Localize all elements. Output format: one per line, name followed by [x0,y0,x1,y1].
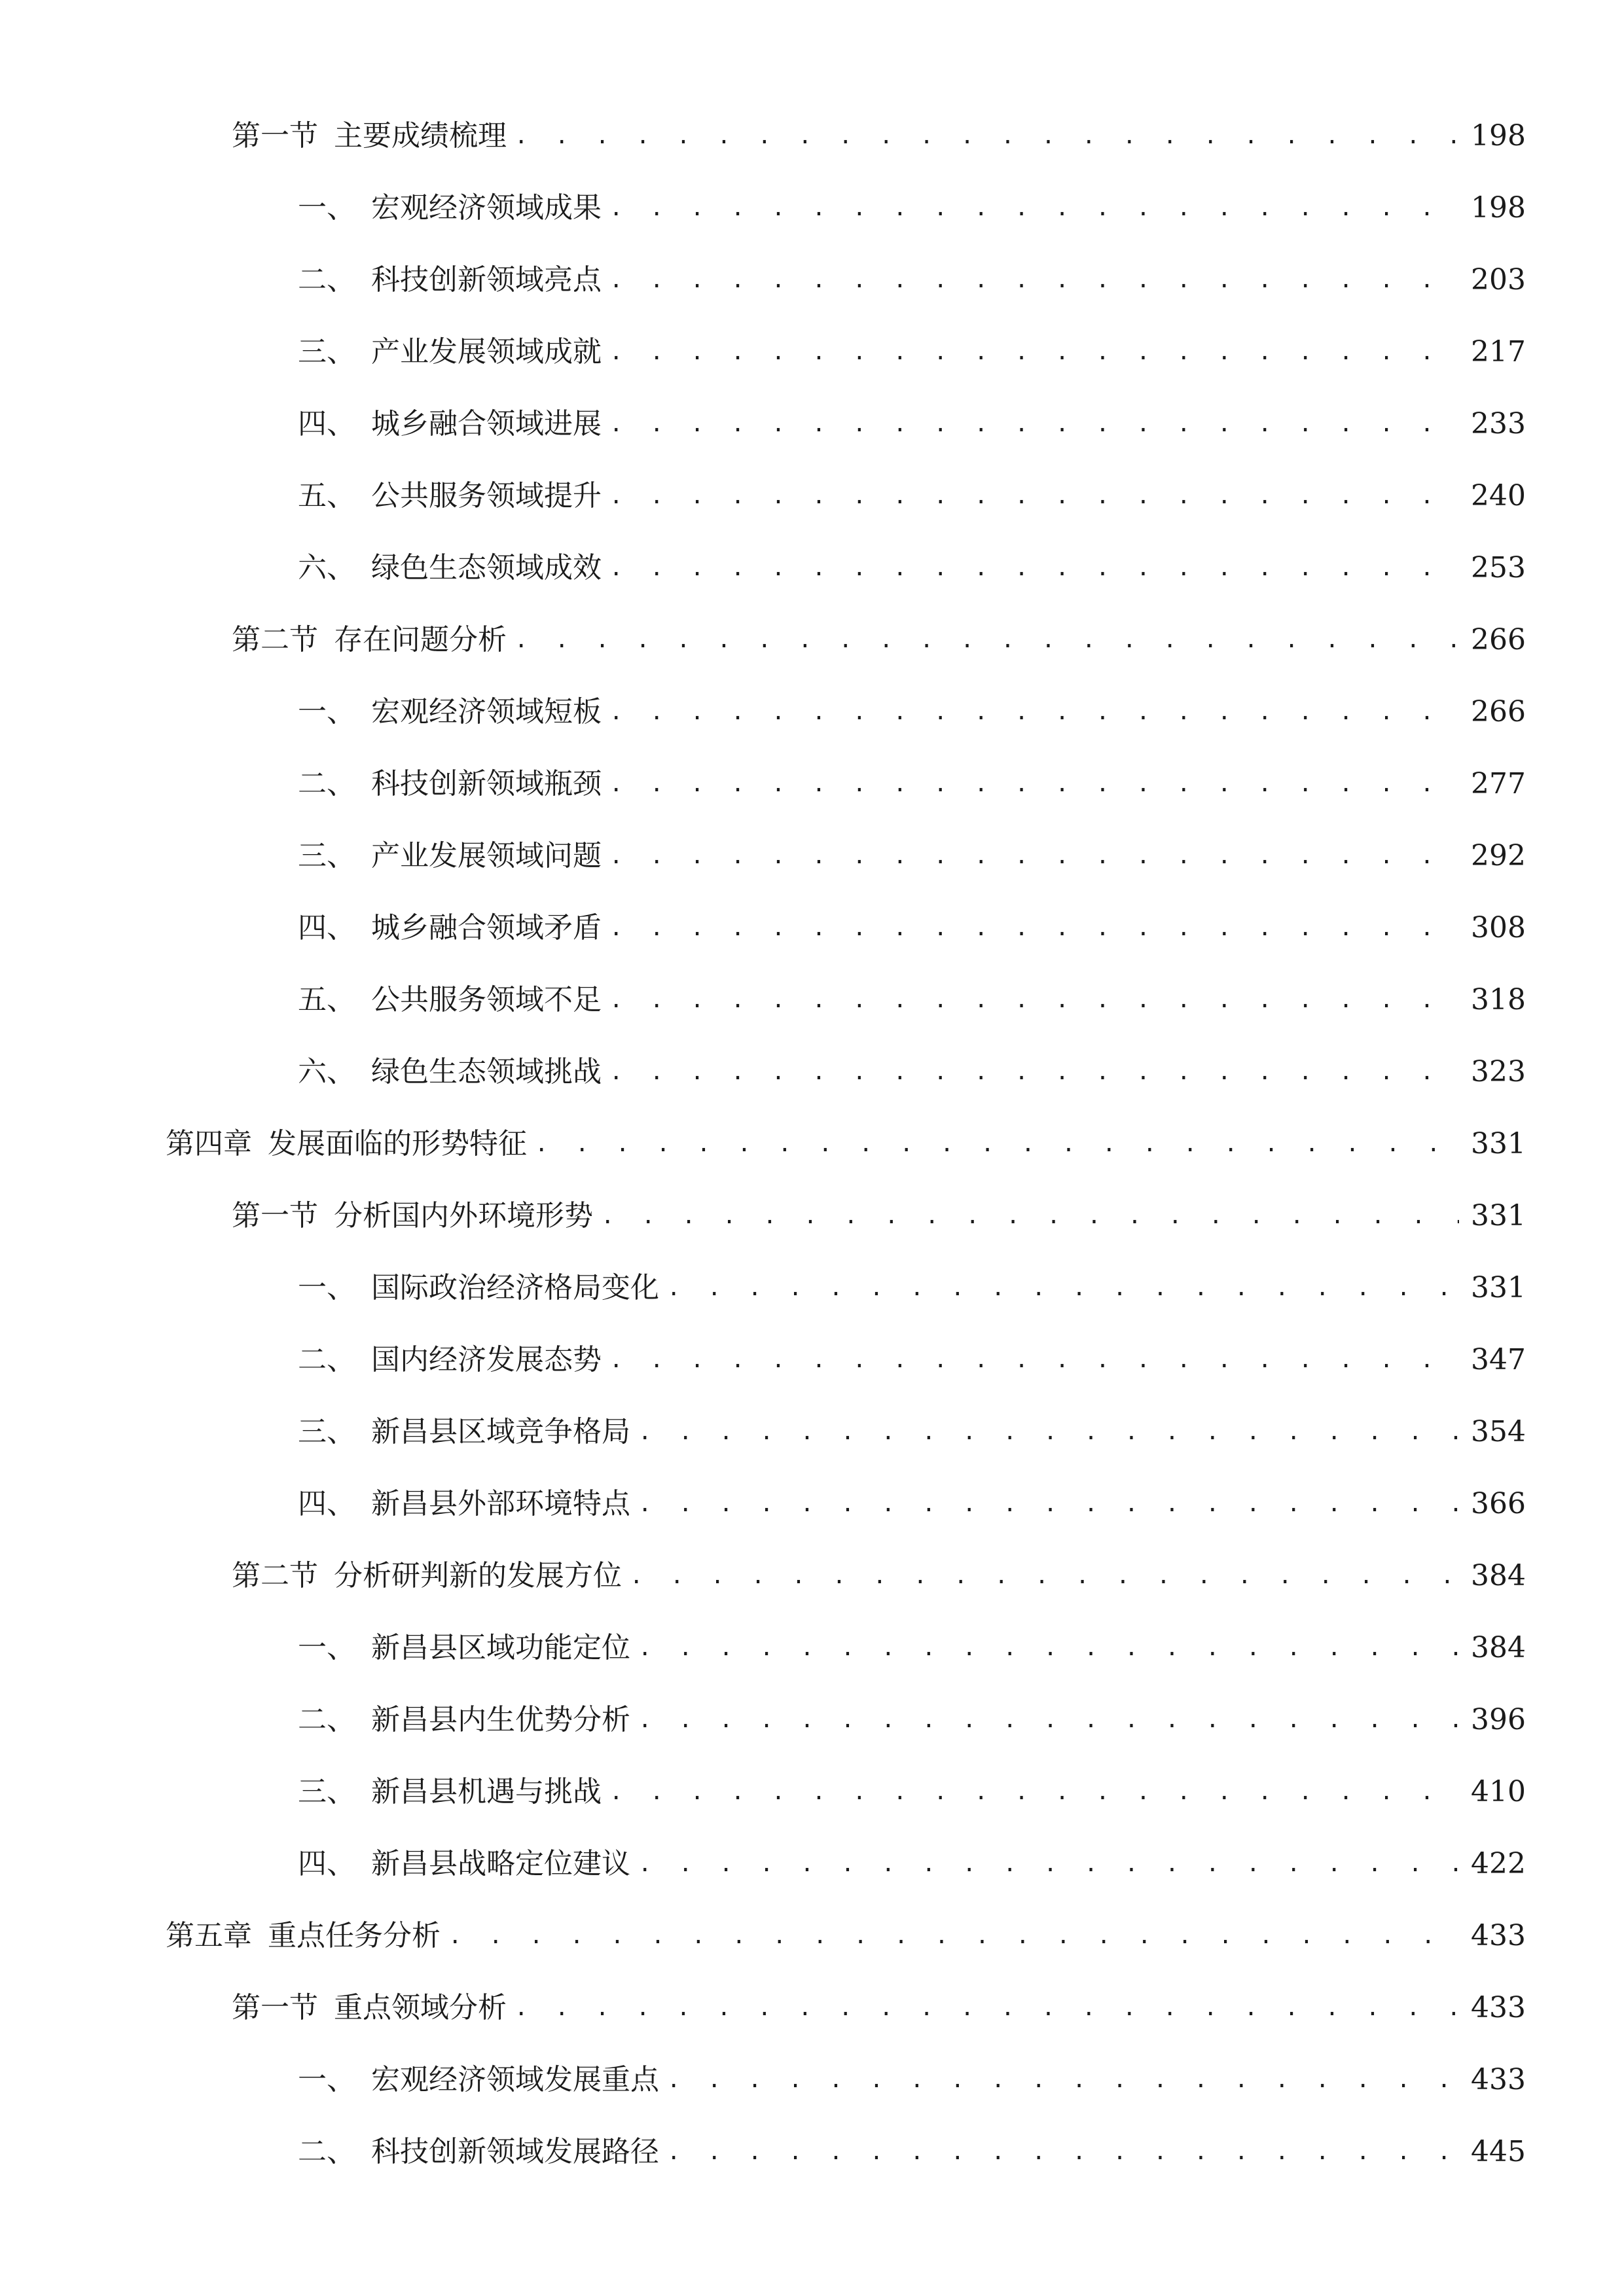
toc-entry-label [298,1628,630,1668]
toc-entry-title: 分析国内外环境形势 [334,1199,593,1232]
toc-entry-number: 二、 [298,263,355,296]
toc-entry-number: 第五章 [166,1919,252,1952]
toc-entry-title: 科技创新领域发展路径 [371,2135,659,2168]
toc-entry-label [298,1700,630,1740]
toc-entry[interactable] [0,1884,1624,1956]
toc-entry-title: 科技创新领域亮点 [371,263,602,296]
toc-entry-number: 六、 [298,551,355,584]
toc-entry-number: 第二节 [232,1559,318,1592]
toc-entry-page: 331 [1471,1199,1526,1232]
dot-leader [609,188,1459,228]
toc-entry-label [298,1412,630,1452]
toc-entry-label [298,980,602,1020]
toc-entry-title: 宏观经济领域发展重点 [371,2063,659,2096]
dot-leader [609,1340,1459,1380]
toc-entry-label [298,2060,659,2100]
toc-entry-number: 四、 [298,1487,355,1520]
toc-entry-title: 新昌县机遇与挑战 [371,1775,602,1808]
toc-entry-number: 一、 [298,1271,355,1304]
toc-entry-number: 四、 [298,1847,355,1880]
toc-entry[interactable] [0,2028,1624,2100]
dot-leader [638,1412,1459,1452]
toc-entry[interactable] [0,588,1624,660]
dot-leader [601,1196,1459,1236]
toc-entry-label [298,1052,602,1092]
toc-entry-number: 第四章 [166,1127,252,1160]
toc-entry-title: 发展面临的形势特征 [268,1127,527,1160]
toc-entry-number: 二、 [298,767,355,800]
toc-entry-number: 六、 [298,1055,355,1088]
toc-entry-label [232,1556,622,1596]
toc-entry-number: 三、 [298,1415,355,1448]
toc-entry-title: 公共服务领域提升 [371,479,602,512]
toc-entry-title: 宏观经济领域短板 [371,695,602,728]
toc-entry[interactable] [0,1380,1624,1452]
toc-entry-title: 重点领域分析 [334,1991,507,2024]
toc-entry-page: 203 [1471,263,1526,296]
toc-entry[interactable] [0,660,1624,732]
toc-entry-title: 新昌县战略定位建议 [371,1847,630,1880]
toc-entry[interactable] [0,1020,1624,1092]
toc-entry-page: 266 [1471,623,1526,656]
toc-entry-title: 产业发展领域问题 [371,839,602,872]
toc-entry[interactable] [0,2100,1624,2172]
toc-entry[interactable] [0,1452,1624,1524]
toc-entry-title: 城乡融合领域矛盾 [371,911,602,944]
toc-entry-page: 422 [1471,1847,1526,1880]
toc-entry-label [232,117,507,156]
toc-entry-number: 一、 [298,2063,355,2096]
dot-leader [609,1772,1459,1812]
dot-leader [638,1484,1459,1524]
toc-entry[interactable] [0,804,1624,876]
toc-entry[interactable] [0,1812,1624,1884]
toc-entry-page: 240 [1471,479,1526,512]
toc-entry-number: 二、 [298,1703,355,1736]
toc-entry-label [232,620,507,660]
toc-entry-title: 城乡融合领域进展 [371,407,602,440]
toc-entry-title: 国内经济发展态势 [371,1343,602,1376]
toc-entry[interactable] [0,228,1624,300]
dot-leader [609,476,1459,516]
toc-entry-number: 二、 [298,1343,355,1376]
toc-entry-label [298,404,602,444]
toc-entry-page: 433 [1471,1919,1526,1952]
dot-leader [609,764,1459,804]
dot-leader [667,1268,1459,1308]
toc-entry[interactable] [0,1236,1624,1308]
toc-entry-page: 410 [1471,1775,1526,1808]
toc-entry[interactable] [0,84,1624,156]
dot-leader [609,980,1459,1020]
toc-entry-number: 四、 [298,407,355,440]
toc-entry-label [298,1772,602,1812]
toc-entry-label [166,1916,441,1956]
toc-entry-title: 公共服务领域不足 [371,983,602,1016]
toc-entry-number: 一、 [298,695,355,728]
dot-leader [609,836,1459,876]
toc-entry-page: 277 [1471,767,1526,800]
toc-entry-number: 第二节 [232,623,318,656]
toc-entry-label [298,908,602,948]
toc-entry[interactable] [0,876,1624,948]
toc-entry-title: 绿色生态领域成效 [371,551,602,584]
toc-entry-label [298,1484,630,1524]
dot-leader [638,1700,1459,1740]
toc-entry[interactable] [0,732,1624,804]
toc-entry-number: 五、 [298,983,355,1016]
toc-entry-page: 331 [1471,1271,1526,1304]
toc-entry-title: 重点任务分析 [268,1919,441,1952]
toc-entry-title: 新昌县区域竞争格局 [371,1415,630,1448]
dot-leader [667,2132,1459,2172]
toc-entry-label [166,1124,527,1164]
toc-entry-page: 198 [1471,119,1526,152]
toc-entry-title: 产业发展领域成就 [371,335,602,368]
toc-entry-title: 分析研判新的发展方位 [334,1559,622,1592]
toc-entry-title: 主要成绩梳理 [334,119,507,152]
toc-entry[interactable] [0,372,1624,444]
toc-entry-number: 第一节 [232,119,318,152]
toc-entry-page: 354 [1471,1415,1526,1448]
toc-entry-label [298,1340,602,1380]
toc-entry-number: 三、 [298,839,355,872]
toc-entry[interactable] [0,444,1624,516]
dot-leader [514,1988,1459,2028]
dot-leader [638,1628,1459,1668]
toc-entry-label [232,1196,593,1236]
toc-entry-label [298,836,602,876]
dot-leader [514,117,1459,156]
toc-entry-title: 新昌县内生优势分析 [371,1703,630,1736]
toc-entry-number: 四、 [298,911,355,944]
toc-entry-label [298,1268,659,1308]
table-of-contents [0,84,1624,2172]
toc-entry-label [298,1844,630,1884]
toc-entry-title: 宏观经济领域成果 [371,191,602,224]
toc-entry-page: 433 [1471,2063,1526,2096]
toc-entry[interactable] [0,1524,1624,1596]
toc-entry[interactable] [0,1596,1624,1668]
toc-entry-label [298,260,602,300]
toc-entry-page: 198 [1471,191,1526,224]
dot-leader [667,2060,1459,2100]
toc-entry[interactable] [0,1092,1624,1164]
toc-entry-title: 新昌县区域功能定位 [371,1631,630,1664]
dot-leader [630,1556,1459,1596]
dot-leader [609,404,1459,444]
toc-entry-title: 存在问题分析 [334,623,507,656]
toc-entry-page: 233 [1471,407,1526,440]
dot-leader [535,1124,1459,1164]
toc-entry-title: 科技创新领域瓶颈 [371,767,602,800]
toc-entry-label [298,188,602,228]
dot-leader [609,548,1459,588]
toc-entry-number: 第一节 [232,1991,318,2024]
dot-leader [448,1916,1459,1956]
dot-leader [609,260,1459,300]
toc-entry-page: 253 [1471,551,1526,584]
toc-entry-number: 三、 [298,335,355,368]
toc-entry-number: 一、 [298,191,355,224]
dot-leader [638,1844,1459,1884]
toc-entry[interactable] [0,1740,1624,1812]
toc-entry-page: 396 [1471,1703,1526,1736]
toc-entry-label [298,476,602,516]
toc-entry-title: 绿色生态领域挑战 [371,1055,602,1088]
toc-entry-page: 323 [1471,1055,1526,1088]
toc-entry-page: 292 [1471,839,1526,872]
toc-entry-number: 一、 [298,1631,355,1664]
toc-entry-number: 第一节 [232,1199,318,1232]
toc-entry-number: 三、 [298,1775,355,1808]
toc-entry-title: 新昌县外部环境特点 [371,1487,630,1520]
toc-entry-page: 384 [1471,1631,1526,1664]
toc-entry-page: 318 [1471,983,1526,1016]
toc-entry[interactable] [0,1668,1624,1740]
toc-entry[interactable] [0,516,1624,588]
toc-entry-page: 366 [1471,1487,1526,1520]
toc-entry[interactable] [0,1308,1624,1380]
toc-entry[interactable] [0,1164,1624,1236]
toc-entry-page: 308 [1471,911,1526,944]
toc-entry-label [298,2132,659,2172]
toc-entry-label [298,332,602,372]
toc-entry-number: 五、 [298,479,355,512]
toc-entry-page: 347 [1471,1343,1526,1376]
toc-entry-number: 二、 [298,2135,355,2168]
toc-entry[interactable] [0,1956,1624,2028]
toc-entry-page: 266 [1471,695,1526,728]
toc-entry-label [232,1988,507,2028]
toc-entry[interactable] [0,156,1624,228]
toc-entry-page: 384 [1471,1559,1526,1592]
toc-entry-label [298,692,602,732]
toc-entry-page: 331 [1471,1127,1526,1160]
dot-leader [609,332,1459,372]
toc-entry-page: 217 [1471,335,1526,368]
toc-entry-label [298,764,602,804]
dot-leader [609,908,1459,948]
dot-leader [514,620,1459,660]
toc-entry-page: 445 [1471,2135,1526,2168]
dot-leader [609,1052,1459,1092]
toc-entry-page: 433 [1471,1991,1526,2024]
dot-leader [609,692,1459,732]
toc-entry[interactable] [0,300,1624,372]
toc-entry-label [298,548,602,588]
toc-entry-title: 国际政治经济格局变化 [371,1271,659,1304]
toc-entry[interactable] [0,948,1624,1020]
